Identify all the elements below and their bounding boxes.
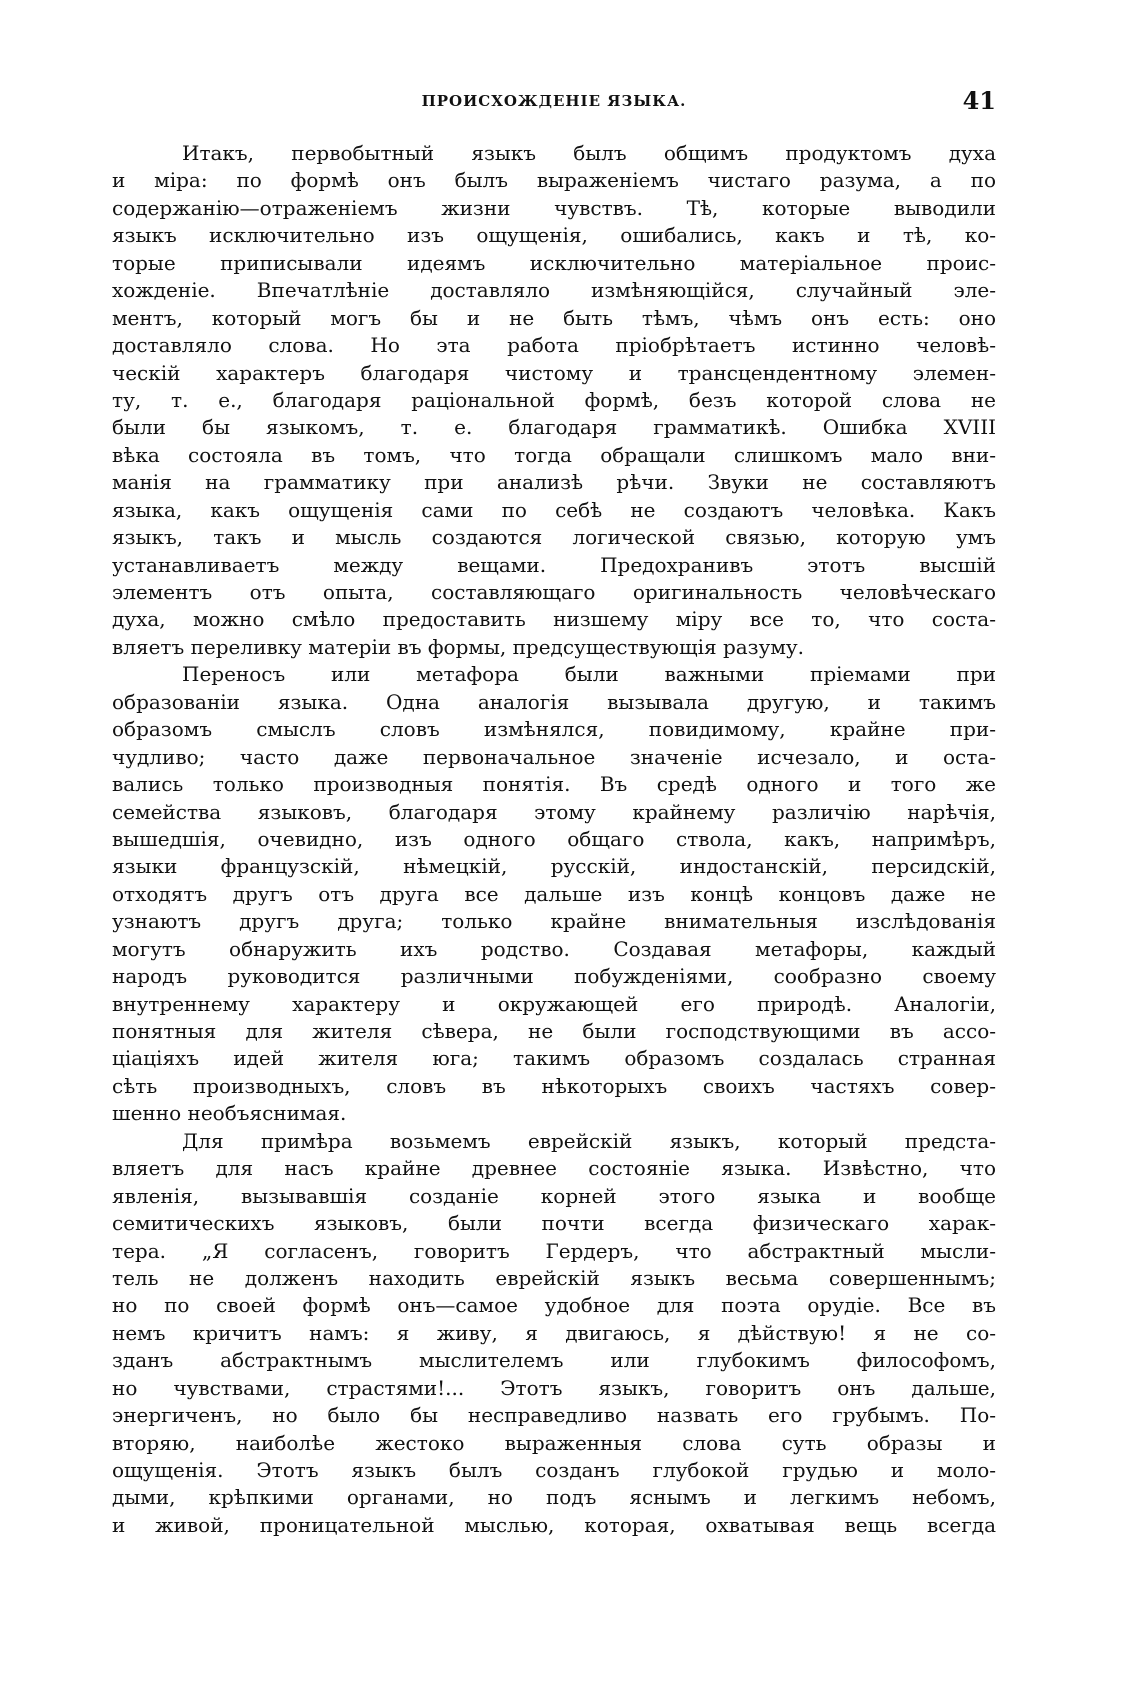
text-line: семитическихъ языковъ, были почти всегда физическаго харак- bbox=[112, 1211, 996, 1236]
running-title: ПРОИСХОЖДЕНІЕ ЯЗЫКА. bbox=[421, 92, 687, 110]
text-line: шенно необъяснимая. bbox=[112, 1101, 347, 1126]
page-number: 41 bbox=[962, 86, 996, 115]
text-line: узнаютъ другъ друга; только крайне внимательныя изслѣдованія bbox=[112, 909, 996, 934]
paragraph bbox=[112, 140, 996, 661]
text-line: вторяю, наиболѣе жестоко выраженныя слова суть образы и bbox=[112, 1430, 996, 1455]
body-text bbox=[112, 140, 996, 1539]
text-line: языка, какъ ощущенія сами по себѣ не создаютъ человѣка. Какъ bbox=[112, 497, 996, 522]
text-line: Переносъ или метафора были важными пріемами при bbox=[182, 662, 996, 687]
text-line: устанавливаетъ между вещами. Предохранивъ этотъ высшій bbox=[112, 552, 996, 577]
text-line: содержанію—отраженіемъ жизни чувствъ. Тѣ, которые выводили bbox=[112, 195, 996, 220]
text-line: внутреннему характеру и окружающей его природѣ. Аналогіи, bbox=[112, 991, 996, 1016]
text-line: и міра: по формѣ онъ былъ выраженіемъ чистаго разума, а по bbox=[112, 168, 996, 193]
text-line: тера. „Я согласенъ, говоритъ Гердеръ, что абстрактный мысли- bbox=[112, 1238, 996, 1263]
text-line: отходятъ другъ отъ друга все дальше изъ концѣ концовъ даже не bbox=[112, 881, 996, 906]
text-line: немъ кричитъ намъ: я живу, я двигаюсь, я дѣйствую! я не со- bbox=[112, 1320, 996, 1345]
text-line: хожденіе. Впечатлѣніе доставляло измѣняющійся, случайный эле- bbox=[112, 278, 996, 303]
text-line: энергиченъ, но было бы несправедливо назвать его грубымъ. По- bbox=[112, 1403, 996, 1428]
text-line: и живой, проницательной мыслью, которая, охватывая вещь всегда bbox=[112, 1512, 996, 1537]
text-line: духа, можно смѣло предоставить низшему міру все то, что соста- bbox=[112, 607, 996, 632]
text-line: понятныя для жителя сѣвера, не были господствующими въ ассо- bbox=[112, 1019, 996, 1043]
text-line: чудливо; часто даже первоначальное значеніе исчезало, и оста- bbox=[112, 744, 996, 769]
text-line: могутъ обнаружить ихъ родство. Создавая метафоры, каждый bbox=[112, 936, 996, 961]
text-line: Итакъ, первобытный языкъ былъ общимъ продуктомъ духа bbox=[182, 141, 996, 165]
text-line: вляетъ переливку матеріи въ формы, предсуществующія разуму. bbox=[112, 634, 805, 659]
text-line: языкъ, такъ и мысль создаются логической связью, которую умъ bbox=[112, 525, 996, 550]
page-header bbox=[112, 86, 996, 120]
text-line: ментъ, который могъ бы и не быть тѣмъ, чѣмъ онъ есть: оно bbox=[112, 305, 996, 330]
text-line: семейства языковъ, благодаря этому крайнему различію нарѣчія, bbox=[112, 799, 996, 824]
text-line: дыми, крѣпкими органами, но подъ яснымъ и легкимъ небомъ, bbox=[112, 1485, 996, 1510]
paragraph bbox=[112, 661, 996, 1127]
text-line: ту, т. е., благодаря раціональной формѣ, безъ которой слова не bbox=[112, 387, 996, 412]
text-line: были бы языкомъ, т. е. благодаря грамматикѣ. Ошибка XVIII bbox=[112, 415, 996, 440]
text-line: вѣка состояла въ томъ, что тогда обращали слишкомъ мало вни- bbox=[112, 442, 996, 467]
text-line: языкъ исключительно изъ ощущенія, ошибались, какъ и тѣ, ко- bbox=[112, 223, 996, 248]
text-line: зданъ абстрактнымъ мыслителемъ или глубокимъ философомъ, bbox=[112, 1348, 996, 1373]
text-line: но по своей формѣ онъ—самое удобное для поэта орудіе. Все въ bbox=[112, 1293, 996, 1318]
text-line: элементъ отъ опыта, составляющаго оригинальность человѣческаго bbox=[112, 580, 996, 604]
text-line: народъ руководится различными побужденіями, сообразно своему bbox=[112, 964, 996, 989]
text-line: манія на грамматику при анализѣ рѣчи. Звуки не составляютъ bbox=[112, 470, 996, 495]
text-line: образованіи языка. Одна аналогія вызывала другую, и такимъ bbox=[112, 689, 996, 714]
text-line: ческій характеръ благодаря чистому и трансцендентному элемен- bbox=[112, 360, 996, 385]
text-line: но чувствами, страстями!... Этотъ языкъ, говоритъ онъ дальше, bbox=[112, 1375, 996, 1400]
text-line: Для примѣра возьмемъ еврейскій языкъ, который предста- bbox=[182, 1128, 996, 1153]
text-line: торые приписывали идеямъ исключительно матеріальное проис- bbox=[112, 250, 996, 275]
text-line: языки французскій, нѣмецкій, русскій, индостанскій, персидскій, bbox=[112, 854, 996, 879]
text-line: ціаціяхъ идей жителя юга; такимъ образомъ создалась странная bbox=[112, 1046, 996, 1071]
text-line: тель не долженъ находить еврейскій языкъ весьма совершеннымъ; bbox=[112, 1265, 996, 1290]
text-line: вались только производныя понятія. Въ средѣ одного и того же bbox=[112, 772, 996, 797]
text-line: образомъ смыслъ словъ измѣнялся, повидимому, крайне при- bbox=[112, 717, 996, 742]
text-line: вышедшія, очевидно, изъ одного общаго ствола, какъ, напримѣръ, bbox=[112, 826, 996, 851]
text-line: доставляло слова. Но эта работа пріобрѣтаетъ истинно человѣ- bbox=[112, 333, 996, 358]
text-line: вляетъ для насъ крайне древнее состояніе языка. Извѣстно, что bbox=[112, 1156, 996, 1181]
text-line: сѣть производныхъ, словъ въ нѣкоторыхъ своихъ частяхъ совер- bbox=[112, 1073, 996, 1098]
text-line: явленія, вызывавшія созданіе корней этого языка и вообще bbox=[112, 1183, 996, 1208]
paragraph bbox=[112, 1128, 996, 1540]
text-line: ощущенія. Этотъ языкъ былъ созданъ глубокой грудью и моло- bbox=[112, 1458, 996, 1482]
